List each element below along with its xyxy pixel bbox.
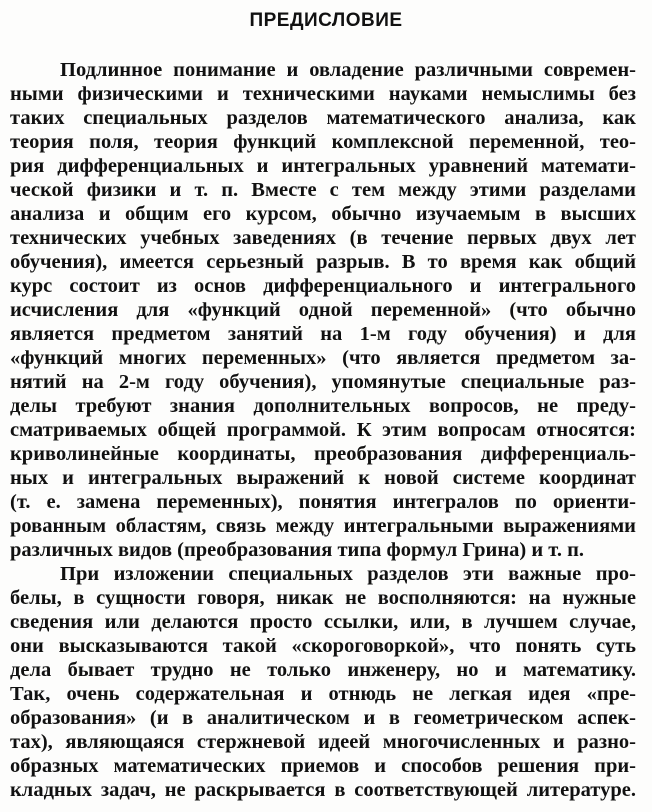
- text-line: курс состоит из основ дифференциального и интегрального: [10, 275, 636, 297]
- text-line: тах), являющаяся стержневой идеей многочисленных и разно-: [10, 731, 636, 753]
- text-line: таких специальных разделов математического анализа, как: [10, 107, 636, 129]
- text-line: различных видов (преобразования типа формул Грина) и т. п.: [10, 539, 584, 561]
- text-line: образования» (и в аналитическом и в геометрическом аспек-: [10, 707, 636, 729]
- text-line: нятий на 2-м году обучения), упомянутые специальные раз-: [10, 371, 636, 393]
- text-line: «функций многих переменных» (что является предметом за-: [10, 347, 636, 369]
- text-line: они высказываются такой «скороговоркой», что понять суть: [10, 635, 636, 657]
- text-line: исчисления для «функций одной переменной» (что обычно: [10, 299, 636, 321]
- text-line: является предметом занятий на 1-м году обучения) и для: [10, 323, 636, 345]
- text-line: анализа и общим его курсом, обычно изучаемым в высших: [10, 203, 636, 225]
- text-line: ными физическими и техническими науками немыслимы без: [10, 83, 636, 105]
- page-title: ПРЕДИСЛОВИЕ: [249, 10, 403, 31]
- text-line: рованным областям, связь между интегральными выражениями: [10, 515, 636, 537]
- text-line: При изложении специальных разделов эти важные про-: [60, 563, 636, 585]
- text-line: делы требуют знания дополнительных вопросов, не преду-: [10, 395, 636, 417]
- text-line: Так, очень содержательная и отнюдь не легкая идея «пре-: [10, 683, 636, 705]
- text-line: ческой физики и т. п. Вместе с тем между этими разделами: [10, 179, 636, 201]
- text-line: обучения), имеется серьезный разрыв. В то время как общий: [10, 251, 636, 273]
- text-line: дела бывает трудно не только инженеру, но и математику.: [10, 659, 636, 681]
- text-line: сматриваемых общей программой. К этим вопросам относятся:: [10, 419, 636, 441]
- text-line: рия дифференциальных и интегральных уравнений математи-: [10, 155, 636, 177]
- text-line: сведения или делаются просто ссылки, или, в лучшем случае,: [10, 611, 636, 633]
- text-line: (т. е. замена переменных), понятия интегралов по ориенти-: [10, 491, 636, 513]
- text-line: криволинейные координаты, преобразования дифференциаль-: [10, 443, 636, 465]
- text-line: кладных задач, не раскрывается в соответствующей литературе.: [10, 779, 636, 801]
- text-line: образных математических приемов и способов решения при-: [10, 755, 636, 777]
- text-line: технических учебных заведениях (в течение первых двух лет: [10, 227, 636, 249]
- text-line: теория поля, теория функций комплексной переменной, тео-: [10, 131, 636, 153]
- text-line: ных и интегральных выражений к новой системе координат: [10, 467, 636, 489]
- text-line: белы, в сущности говоря, никак не восполняются: на нужные: [10, 587, 636, 609]
- text-line: Подлинное понимание и овладение различными современ-: [60, 59, 636, 81]
